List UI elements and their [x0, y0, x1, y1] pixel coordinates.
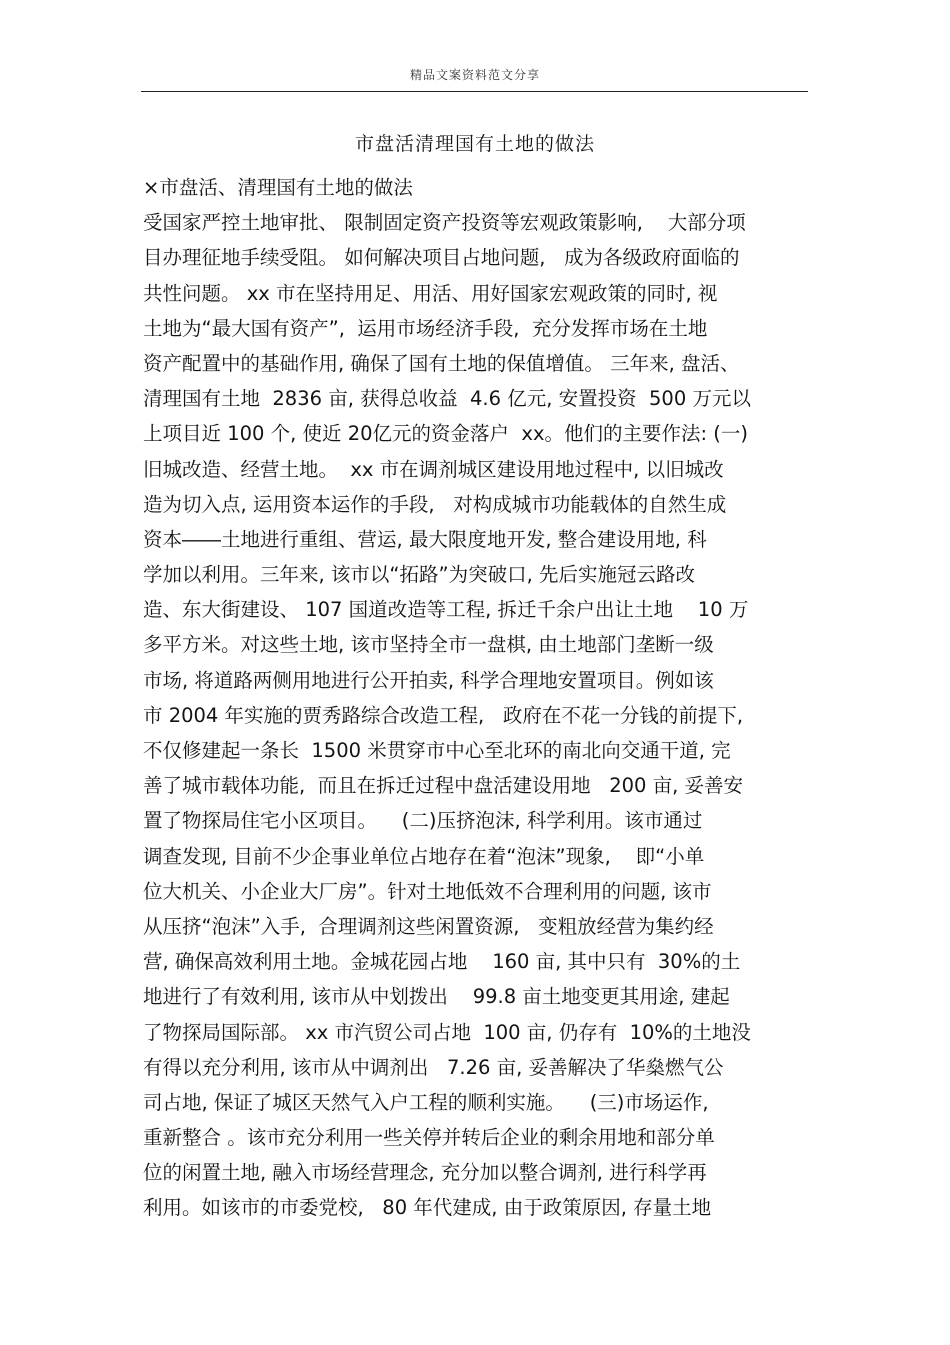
- document-body: [143, 170, 813, 1226]
- text-line: 市场, 将道路两侧用地进行公开拍卖, 科学合理地安置项目。例如该: [143, 668, 714, 692]
- text-line: 造、东大街建设、 107 国道改造等工程, 拆迁千余户出让土地 10 万: [143, 598, 749, 622]
- text-line: 重新整合 。该市充分利用一些关停并转后企业的剩余用地和部分单: [143, 1126, 715, 1150]
- text-line: 利用。如该市的市委党校, 80 年代建成, 由于政策原因, 存量土地: [143, 1196, 712, 1220]
- text-line: 旧城改造、经营土地。 xx 市在调剂城区建设用地过程中, 以旧城改: [143, 457, 724, 481]
- text-line: 市 2004 年实施的贾秀路综合改造工程, 政府在不花一分钱的前提下,: [143, 703, 744, 727]
- text-line: 有得以充分利用, 该市从中调剂出 7.26 亩, 妥善解决了华燊燃气公: [143, 1055, 724, 1079]
- page-header: 精品文案资料范文分享: [409, 68, 540, 82]
- text-line: 共性问题。 xx 市在坚持用足、用活、用好国家宏观政策的同时, 视: [143, 281, 718, 305]
- text-line: 目办理征地手续受阻。 如何解决项目占地问题, 成为各级政府面临的: [143, 246, 740, 270]
- text-line: 位大机关、小企业大厂房”。针对土地低效不合理利用的问题, 该市: [143, 879, 712, 903]
- text-line: 造为切入点, 运用资本运作的手段, 对构成城市功能载体的自然生成: [143, 492, 727, 516]
- text-line: 清理国有土地 2836 亩, 获得总收益 4.6 亿元, 安置投资 500 万元以: [143, 387, 751, 411]
- text-line: 不仅修建起一条长 1500 米贯穿市中心至北环的南北向交通干道, 完: [143, 739, 731, 762]
- text-line: 上项目近 100 个, 使近 20亿元的资金落户 xx。他们的主要作法: (一): [143, 422, 748, 446]
- text-line: 地进行了有效利用, 该市从中划拨出 99.8 亩土地变更其用途, 建起: [143, 985, 730, 1009]
- text-line: 资产配置中的基础作用, 确保了国有土地的保值增值。 三年来, 盘活、: [143, 351, 740, 375]
- text-line: 从压挤“泡沫”入手, 合理调剂这些闲置资源, 变粗放经营为集约经: [143, 914, 714, 938]
- text-line: 位的闲置土地, 融入市场经营理念, 充分加以整合调剂, 进行科学再: [143, 1161, 707, 1185]
- text-line: 置了物探局住宅小区项目。 (二)压挤泡沫, 科学利用。该市通过: [143, 809, 703, 833]
- text-line: 资本――土地进行重组、营运, 最大限度地开发, 整合建设用地, 科: [143, 527, 707, 551]
- document-title: 市盘活清理国有土地的做法: [354, 133, 595, 155]
- text-line: 善了城市载体功能, 而且在拆迁过程中盘活建设用地 200 亩, 妥善安: [143, 774, 744, 798]
- text-line: 学加以利用。三年来, 该市以“拓路”为突破口, 先后实施冠云路改: [143, 563, 695, 587]
- text-line: 土地为“最大国有资产”, 运用市场经济手段, 充分发挥市场在土地: [143, 316, 708, 340]
- text-line: 多平方米。对这些土地, 该市坚持全市一盘棋, 由土地部门垄断一级: [143, 633, 714, 657]
- header-divider: [141, 91, 808, 92]
- text-line: ×市盘活、清理国有土地的做法: [143, 176, 413, 199]
- text-line: 调查发现, 目前不少企事业单位占地存在着“泡沫”现象, 即“小单: [143, 844, 705, 868]
- text-line: 司占地, 保证了城区天然气入户工程的顺利实施。 (三)市场运作,: [143, 1090, 709, 1114]
- text-line: 受国家严控土地审批、 限制固定资产投资等宏观政策影响, 大部分项: [143, 211, 746, 235]
- text-line: 营, 确保高效利用土地。金城花园占地 160 亩, 其中只有 30%的土: [143, 950, 741, 974]
- text-line: 了物探局国际部。 xx 市汽贸公司占地 100 亩, 仍存有 10%的土地没: [143, 1020, 751, 1044]
